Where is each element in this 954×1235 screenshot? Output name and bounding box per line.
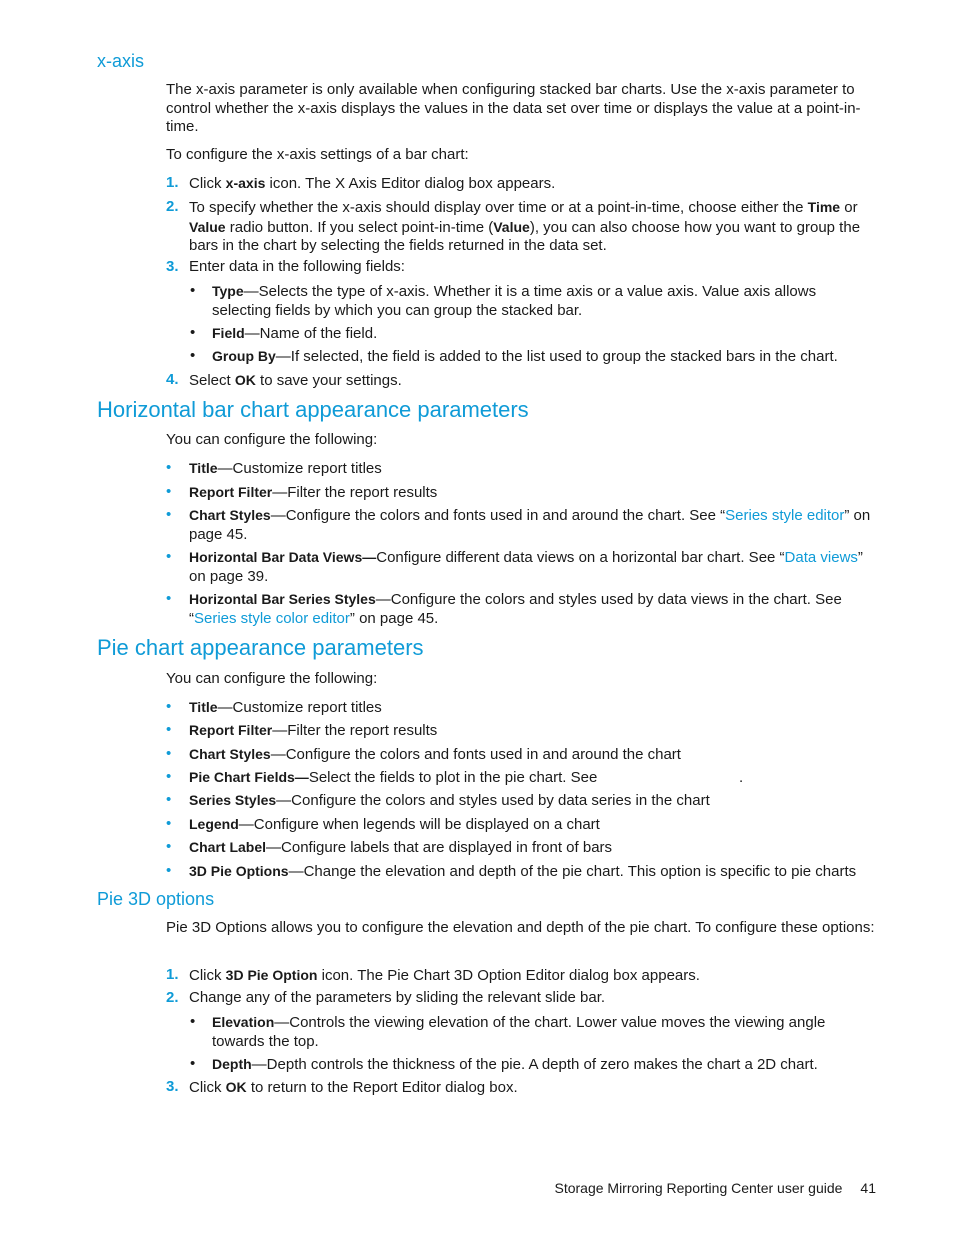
step-number: 1. [166, 966, 179, 983]
list-item: • Title—Customize report titles [166, 459, 382, 477]
pie-intro: You can configure the following: [166, 670, 378, 687]
list-item: • Title—Customize report titles [166, 698, 382, 716]
ui-term: Chart Label [189, 839, 267, 855]
list-item: • Legend—Configure when legends will be displayed on a chart [166, 815, 600, 833]
ui-term: Report Filter [189, 484, 273, 500]
ui-term: Horizontal Bar Data Views— [189, 549, 377, 565]
ui-term: Title [189, 460, 218, 476]
list-item: • Report Filter—Filter the report results [166, 483, 438, 501]
ui-term: Legend [189, 816, 239, 832]
list-item: • Series Styles—Configure the colors and styles used by data series in the chart [166, 791, 710, 809]
bullet-icon: • [190, 1013, 196, 1030]
xaxis-heading: x-axis [97, 51, 145, 71]
step-number: 4. [166, 371, 179, 388]
bullet-icon: • [166, 791, 172, 808]
step-number: 3. [166, 258, 179, 275]
xaxis-intro: The x-axis parameter is only available when configuring stacked bar charts. Use the x-axis parameter to control whether the x-axis displays the values in the data set over time or displays the value at a point-in-time. [166, 81, 861, 135]
ui-term: Report Filter [189, 722, 273, 738]
bullet-icon: • [166, 590, 172, 607]
bullet-icon: • [190, 282, 196, 299]
link-series-style-color-editor[interactable]: Series style color editor [194, 609, 350, 627]
list-item: • 3D Pie Options—Change the elevation and depth of the pie chart. This option is specific to pie charts [166, 862, 857, 880]
list-item: • Chart Styles—Configure the colors and fonts used in and around the chart. See “Series style editor” on page 45. [166, 506, 871, 543]
pie3d-intro: Pie 3D Options allows you to configure the elevation and depth of the pie chart. To configure these options: [166, 919, 875, 936]
bullet-icon: • [166, 459, 172, 476]
ui-term: 3D Pie Option [225, 967, 318, 983]
hbar-intro: You can configure the following: [166, 431, 378, 448]
footer-title: Storage Mirroring Reporting Center user guide [554, 1180, 843, 1196]
list-item: • Field—Name of the field. [190, 324, 378, 342]
step-number: 1. [166, 174, 179, 191]
list-item: • Group By—If selected, the field is added to the list used to group the stacked bars in the chart. [190, 347, 838, 365]
ui-term: OK [225, 1079, 247, 1095]
bullet-icon: • [166, 838, 172, 855]
list-item: • Chart Label—Configure labels that are displayed in front of bars [166, 838, 613, 856]
pie3d-heading: Pie 3D options [97, 889, 215, 909]
list-item: • Pie Chart Fields—Select the fields to plot in the pie chart. See . [166, 768, 744, 786]
list-item: • Horizontal Bar Data Views—Configure different data views on a horizontal bar chart. See “Data views” on page 39. [166, 548, 863, 585]
bullet-icon: • [166, 721, 172, 738]
bullet-icon: • [166, 548, 172, 565]
pie3d-step-3: 3. Click OK to return to the Report Editor dialog box. [166, 1078, 518, 1096]
ui-term: Title [189, 699, 218, 715]
ui-term: Value [493, 218, 530, 235]
step-number: 2. [166, 198, 179, 215]
ui-term: Value [189, 218, 226, 235]
bullet-icon: • [166, 506, 172, 523]
bullet-icon: • [166, 483, 172, 500]
ui-term: Horizontal Bar Series Styles [189, 591, 376, 607]
xaxis-step-3: 3. Enter data in the following fields: [166, 258, 405, 275]
ui-term: Elevation [212, 1014, 275, 1030]
pie3d-step-2: 2. Change any of the parameters by sliding the relevant slide bar. [166, 989, 606, 1006]
ui-term: Group By [212, 348, 276, 364]
list-item: • Chart Styles—Configure the colors and fonts used in and around the chart [166, 745, 681, 763]
bullet-icon: • [190, 1055, 196, 1072]
step-number: 2. [166, 989, 179, 1006]
step-number: 3. [166, 1078, 179, 1095]
xaxis-lead: To configure the x-axis settings of a bar chart: [166, 146, 469, 163]
bullet-icon: • [190, 324, 196, 341]
xaxis-step-2: 2. To specify whether the x-axis should display over time or at a point-in-time, choose either the Time or Value radio button. If you select point-in-time (Value), you can also choose how you want to group the bars in the chart by selecting the fields returned in the data set. [166, 198, 861, 254]
ui-term: x-axis [225, 175, 266, 191]
ui-term: Chart Styles [189, 746, 271, 762]
link-data-views[interactable]: Data views [784, 549, 858, 566]
xaxis-step-4: 4. Select OK to save your settings. [166, 371, 402, 389]
hbar-heading: Horizontal bar chart appearance parameters [97, 397, 529, 422]
bullet-icon: • [166, 815, 172, 832]
bullet-icon: • [190, 347, 196, 364]
bullet-icon: • [166, 698, 172, 715]
list-item: • Depth—Depth controls the thickness of the pie. A depth of zero makes the chart a 2D chart. [190, 1055, 818, 1073]
bullet-icon: • [166, 862, 172, 879]
ui-term: Series Styles [189, 792, 277, 808]
bullet-icon: • [166, 745, 172, 762]
ui-term: Type [212, 283, 244, 299]
list-item: • Report Filter—Filter the report results [166, 721, 438, 739]
bullet-icon: • [166, 768, 172, 785]
list-item: • Type—Selects the type of x-axis. Whether it is a time axis or a value axis. Value axis allows selecting fields by which you can group the stacked bar. [190, 282, 817, 319]
ui-term: Time [807, 199, 841, 215]
pie-heading: Pie chart appearance parameters [97, 635, 424, 660]
ui-term: Field [212, 325, 245, 341]
list-item: • Horizontal Bar Series Styles—Configure the colors and styles used by data views in the chart. See “Series style color editor” on page 45. [166, 590, 842, 627]
ui-term: Depth [212, 1056, 252, 1072]
ui-term: OK [234, 372, 256, 388]
list-item: • Elevation—Controls the viewing elevation of the chart. Lower value moves the viewing angle towards the top. [190, 1013, 826, 1050]
ui-term: Pie Chart Fields— [189, 769, 309, 785]
page-number: 41 [860, 1180, 876, 1196]
pie3d-step-1: 1. Click 3D Pie Option icon. The Pie Chart 3D Option Editor dialog box appears. [166, 966, 700, 984]
page-footer [500, 1180, 876, 1196]
ui-term: Chart Styles [189, 507, 271, 523]
xaxis-step-1: 1. Click x-axis icon. The X Axis Editor dialog box appears. [166, 174, 556, 192]
ui-term: 3D Pie Options [189, 863, 289, 879]
link-series-style-editor[interactable]: Series style editor [725, 507, 845, 524]
